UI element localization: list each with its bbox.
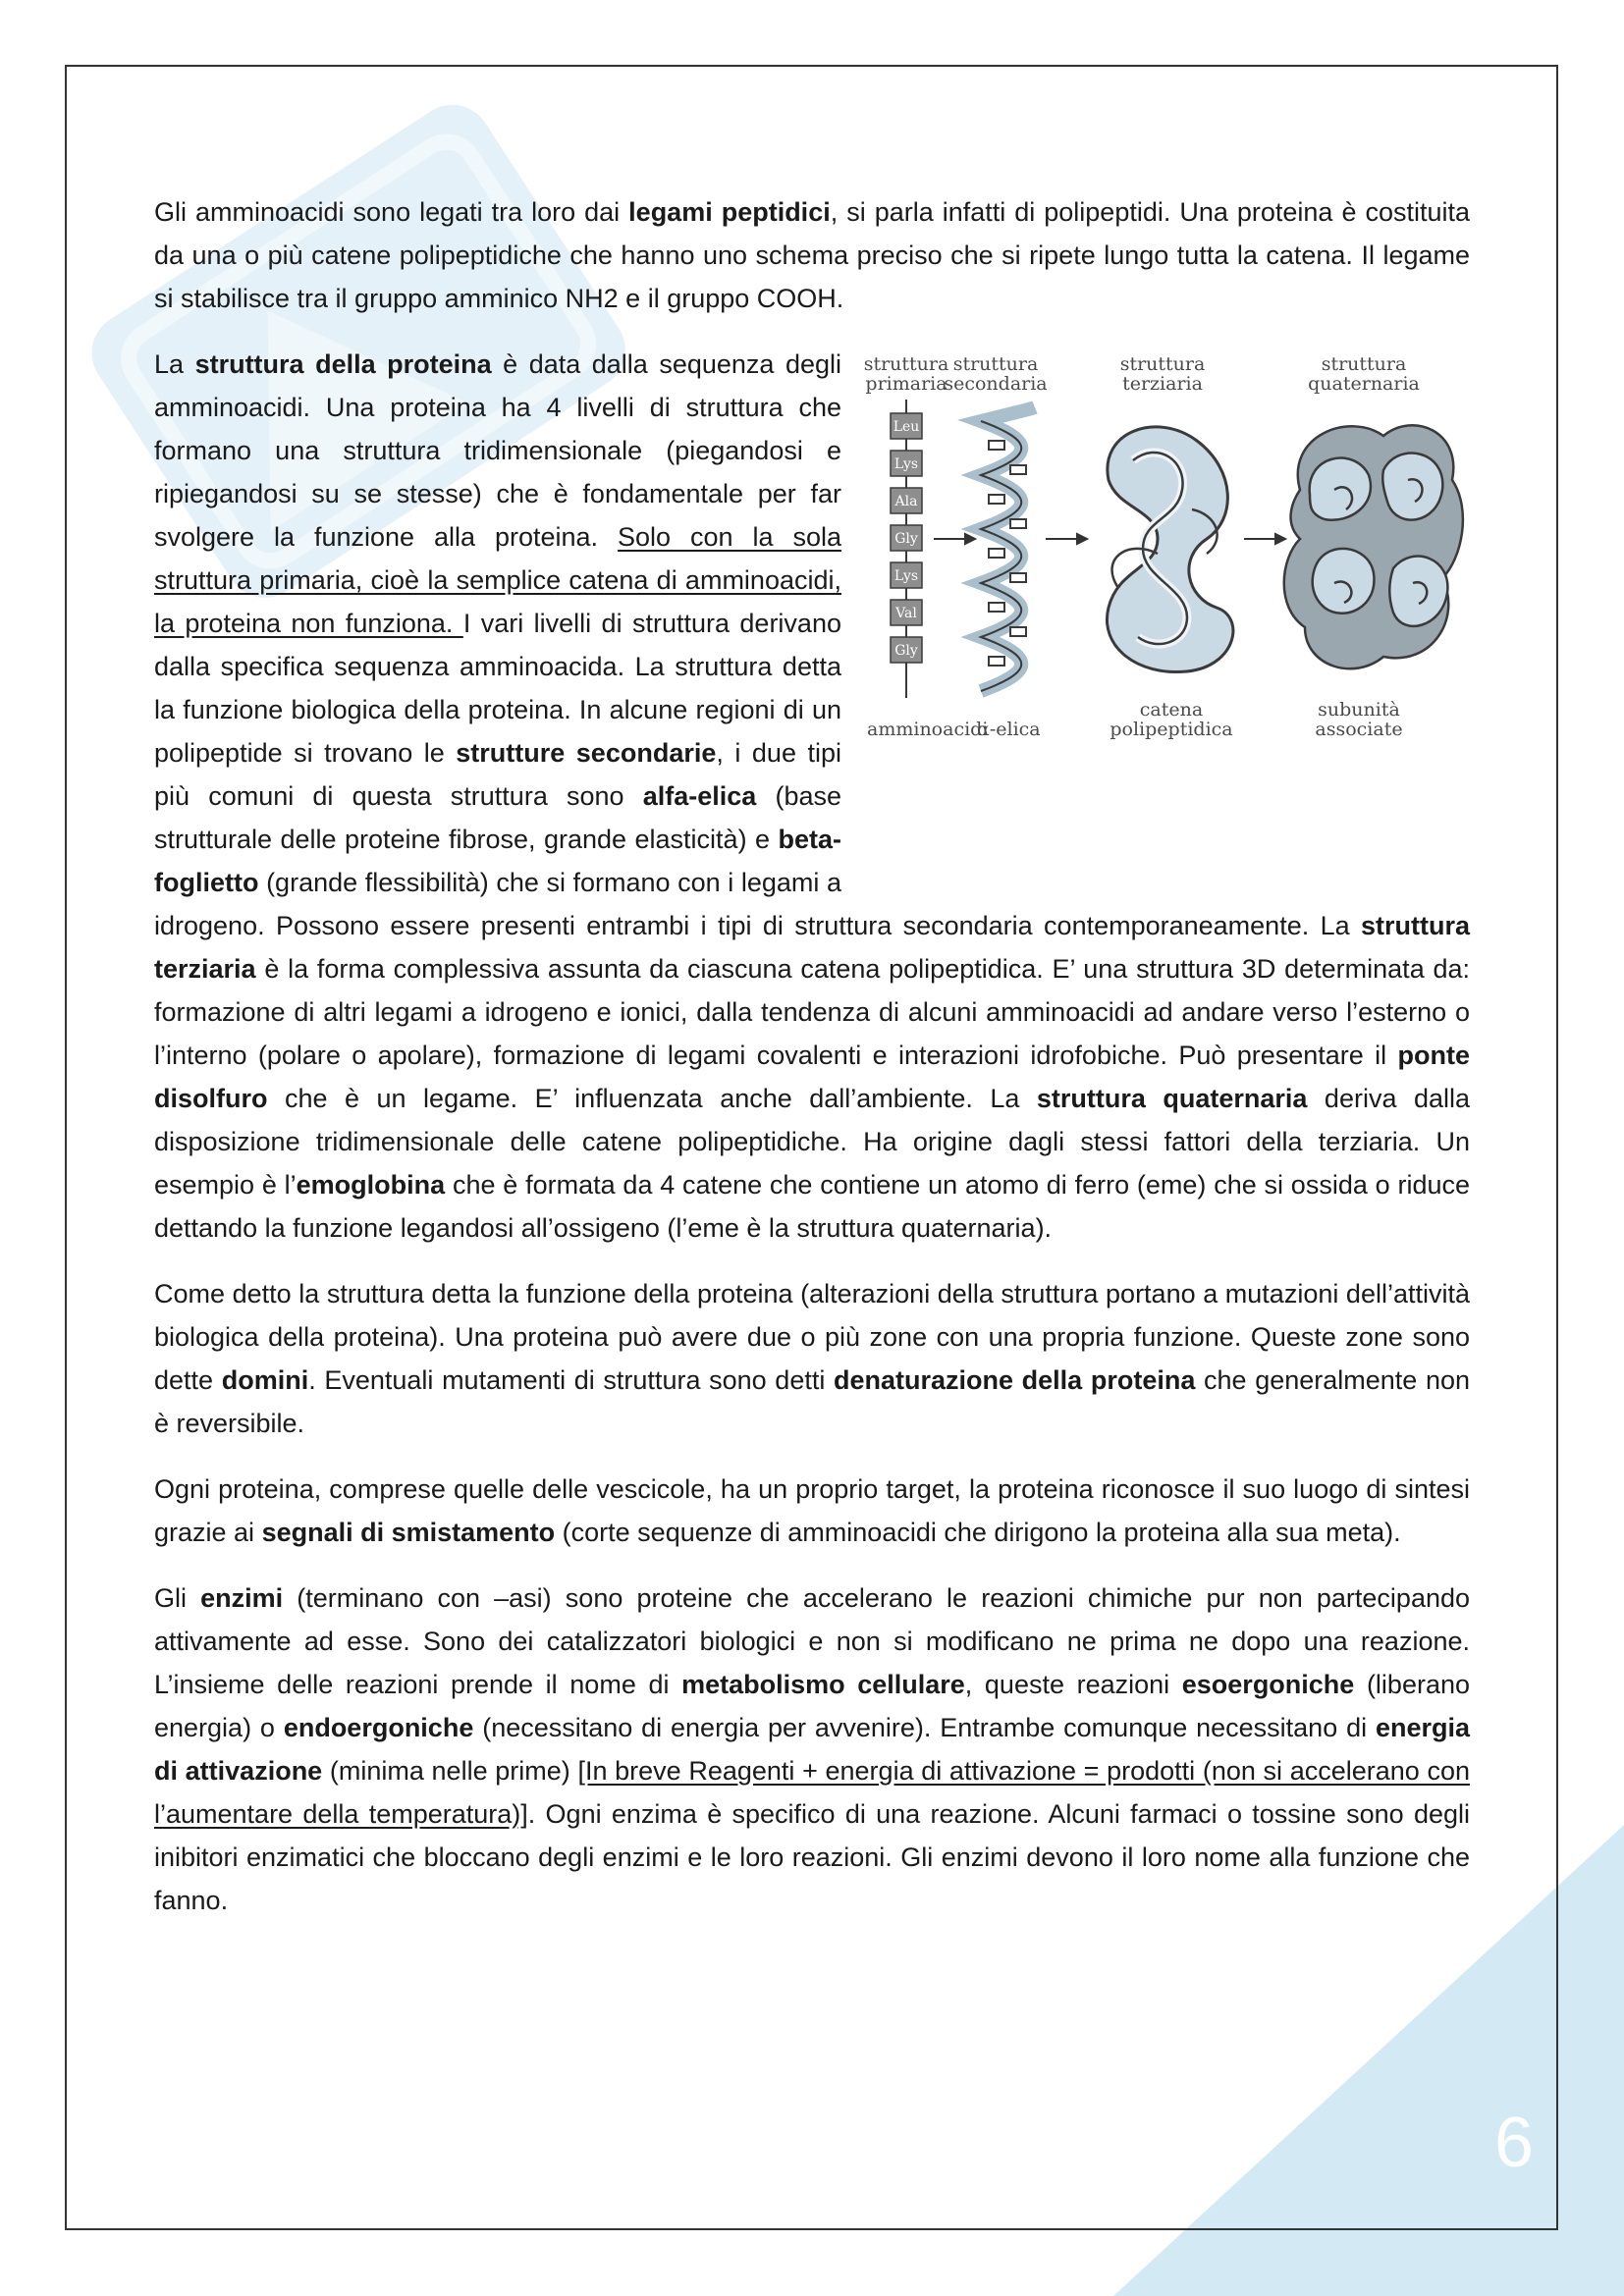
- primary-chain: [891, 400, 922, 698]
- paragraph-enzymes: [154, 1576, 1470, 1922]
- label-secondary-2: secondaria: [944, 373, 1048, 395]
- quaternary-structure: [1284, 425, 1463, 668]
- bold-term: struttura della proteina: [194, 349, 492, 379]
- alpha-helix: [981, 407, 1035, 691]
- text-run: I vari livelli di struttura derivano dalla specifica sequenza amminoacida. La struttura detta la funzione biologica della proteina. In alcune regioni di un polipeptide si trovano le: [154, 609, 841, 768]
- tertiary-structure: [1107, 427, 1232, 672]
- text-run: La: [154, 349, 195, 379]
- residue-label: Leu: [893, 419, 920, 435]
- text-run: (base strutturale delle proteine fibrose, grande elasticità) e: [154, 781, 841, 854]
- bold-term: strutture secondarie: [456, 738, 717, 768]
- bold-term: metabolismo cellulare: [681, 1670, 965, 1699]
- bold-term: legami peptidici: [628, 197, 831, 227]
- text-run: (liberano energia) o: [154, 1670, 1471, 1742]
- text-run: è data dalla sequenza degli amminoacidi. Una proteina ha 4 livelli di struttura che formano una struttura tridimensionale (piegandosi e ripiegandosi su se stesse) che è fondamentale per far svolgere la funzione alla proteina.: [154, 349, 842, 552]
- bold-term: struttura quaternaria: [1036, 1084, 1308, 1113]
- bold-term: emoglobina: [296, 1170, 446, 1200]
- text-run: (grande flessibilità) che si formano con i legami a idrogeno. Possono essere presenti entrambi i tipi di struttura secondaria contemporaneamente. La: [154, 868, 1361, 940]
- bold-term: energia di attivazione: [154, 1713, 1470, 1786]
- text-run: , i due tipi più comuni di questa struttura sono: [154, 738, 842, 811]
- bold-term: alfa-elica: [642, 781, 757, 811]
- label-secondary-1: struttura: [952, 353, 1039, 375]
- paragraph-peptide-bonds: [154, 190, 1470, 320]
- label-chain-2: polipeptidica: [1110, 719, 1233, 740]
- residue-label: Ala: [894, 494, 918, 509]
- residue-label: Gly: [894, 643, 918, 659]
- text-run: , queste reazioni: [964, 1670, 1182, 1699]
- label-amino: amminoacidi: [867, 719, 989, 740]
- text-run: che è un legame. E’ influenzata anche dall’ambiente. La: [267, 1084, 1037, 1113]
- document-body: [154, 190, 1470, 1945]
- text-run: (minima nelle prime): [322, 1756, 578, 1786]
- label-primary-2: primaria: [865, 373, 947, 395]
- bold-term: segnali di smistamento: [261, 1518, 556, 1547]
- text-run: che è formata da 4 catene che contiene un atomo di ferro (eme) che si ossida o riduce dettando la funzione legandosi all’ossigeno (l’eme è la struttura quaternaria).: [154, 1170, 1470, 1243]
- bold-term: endoergoniche: [283, 1713, 474, 1742]
- text-run: (corte sequenze di amminoacidi che dirigono la proteina alla sua meta).: [555, 1518, 1401, 1547]
- paragraph-domains: [154, 1272, 1470, 1445]
- text-run: (terminano con –asi) sono proteine che accelerano le reazioni chimiche pur non partecipando attivamente ad esse. Sono dei catalizzatori biologici e non si modificano ne prima ne dopo una reazione. L’insieme delle reazioni prende il nome di: [154, 1583, 1471, 1699]
- residue-label: Lys: [893, 568, 919, 584]
- protein-structure-figure: [863, 343, 1470, 877]
- label-helix: α-elica: [977, 719, 1041, 740]
- label-primary-1: struttura: [863, 353, 949, 375]
- bold-term: denaturazione della proteina: [834, 1365, 1196, 1395]
- underlined-text: Solo con la sola struttura primaria, cioè la semplice catena di amminoacidi, la proteina non funziona.: [154, 522, 841, 638]
- label-subunits-2: associate: [1315, 719, 1403, 740]
- label-tertiary-2: terziaria: [1122, 373, 1203, 395]
- bold-term: enzimi: [200, 1583, 284, 1613]
- text-run: deriva dalla disposizione tridimensionale delle catene polipeptidiche. Ha origine dagli stessi fattori della terziaria. Un esempio è l’: [154, 1084, 1471, 1200]
- label-quaternary-1: struttura: [1321, 353, 1407, 375]
- bold-term: esoergoniche: [1181, 1670, 1355, 1699]
- text-run: . Eventuali mutamenti di struttura sono detti: [308, 1365, 834, 1395]
- label-quaternary-2: quaternaria: [1308, 373, 1420, 395]
- text-run: , si parla infatti di polipeptidi. Una proteina è costituita da una o più catene polipeptidiche che hanno uno schema preciso che si ripete lungo tutta la catena. Il legame si stabilisce tra il gruppo amminico NH2 e il gruppo COOH.: [154, 197, 1470, 313]
- protein-structure-diagram: [863, 343, 1470, 877]
- text-run: Come detto la struttura detta la funzione della proteina (alterazioni della struttura portano a mutazioni dell’attività biologica della proteina). Una proteina può avere due o più zone con una propria funzione. Queste zone sono dette: [154, 1279, 1470, 1395]
- underlined-text: [In breve Reagenti + energia di attivazione = prodotti (non si accelerano con l’aumentare della temperatura)]: [154, 1756, 1471, 1829]
- label-tertiary-1: struttura: [1119, 353, 1206, 375]
- text-run: . Ogni enzima è specifico di una reazione. Alcuni farmaci o tossine sono degli inibitori enzimatici che bloccano degli enzimi e le loro reazioni. Gli enzimi devono il loro nome alla funzione che fanno.: [154, 1799, 1470, 1915]
- residue-label: Gly: [894, 531, 918, 547]
- label-subunits-1: subunità: [1318, 699, 1400, 721]
- bold-term: struttura terziaria: [154, 911, 1470, 984]
- bold-term: ponte disolfuro: [154, 1041, 1470, 1113]
- text-run: che generalmente non è reversibile.: [154, 1365, 1471, 1438]
- residue-label: Lys: [893, 456, 919, 472]
- paragraph-sorting-signals: [154, 1468, 1470, 1554]
- bold-term: beta-foglietto: [154, 825, 841, 897]
- page-number: 6: [1493, 2104, 1534, 2182]
- text-run: Ogni proteina, comprese quelle delle vescicole, ha un proprio target, la proteina riconosce il suo luogo di sintesi grazie ai: [154, 1474, 1470, 1547]
- text-run: Gli: [154, 1583, 201, 1613]
- bold-term: domini: [221, 1365, 309, 1395]
- text-run: Gli amminoacidi sono legati tra loro dai: [154, 197, 629, 227]
- label-chain-1: catena: [1139, 699, 1204, 721]
- residue-label: Val: [895, 606, 917, 621]
- text-run: è la forma complessiva assunta da ciascuna catena polipeptidica. E’ una struttura 3D determinata da: formazione di altri legami a idrogeno e ionici, dalla tendenza di alcuni amminoacidi ad andare verso l’esterno o l’interno (polare o apolare), formazione di legami covalenti e interazioni idrofobiche. Può presentare il: [154, 954, 1470, 1070]
- text-run: (necessitano di energia per avvenire). Entrambe comunque necessitano di: [473, 1713, 1376, 1742]
